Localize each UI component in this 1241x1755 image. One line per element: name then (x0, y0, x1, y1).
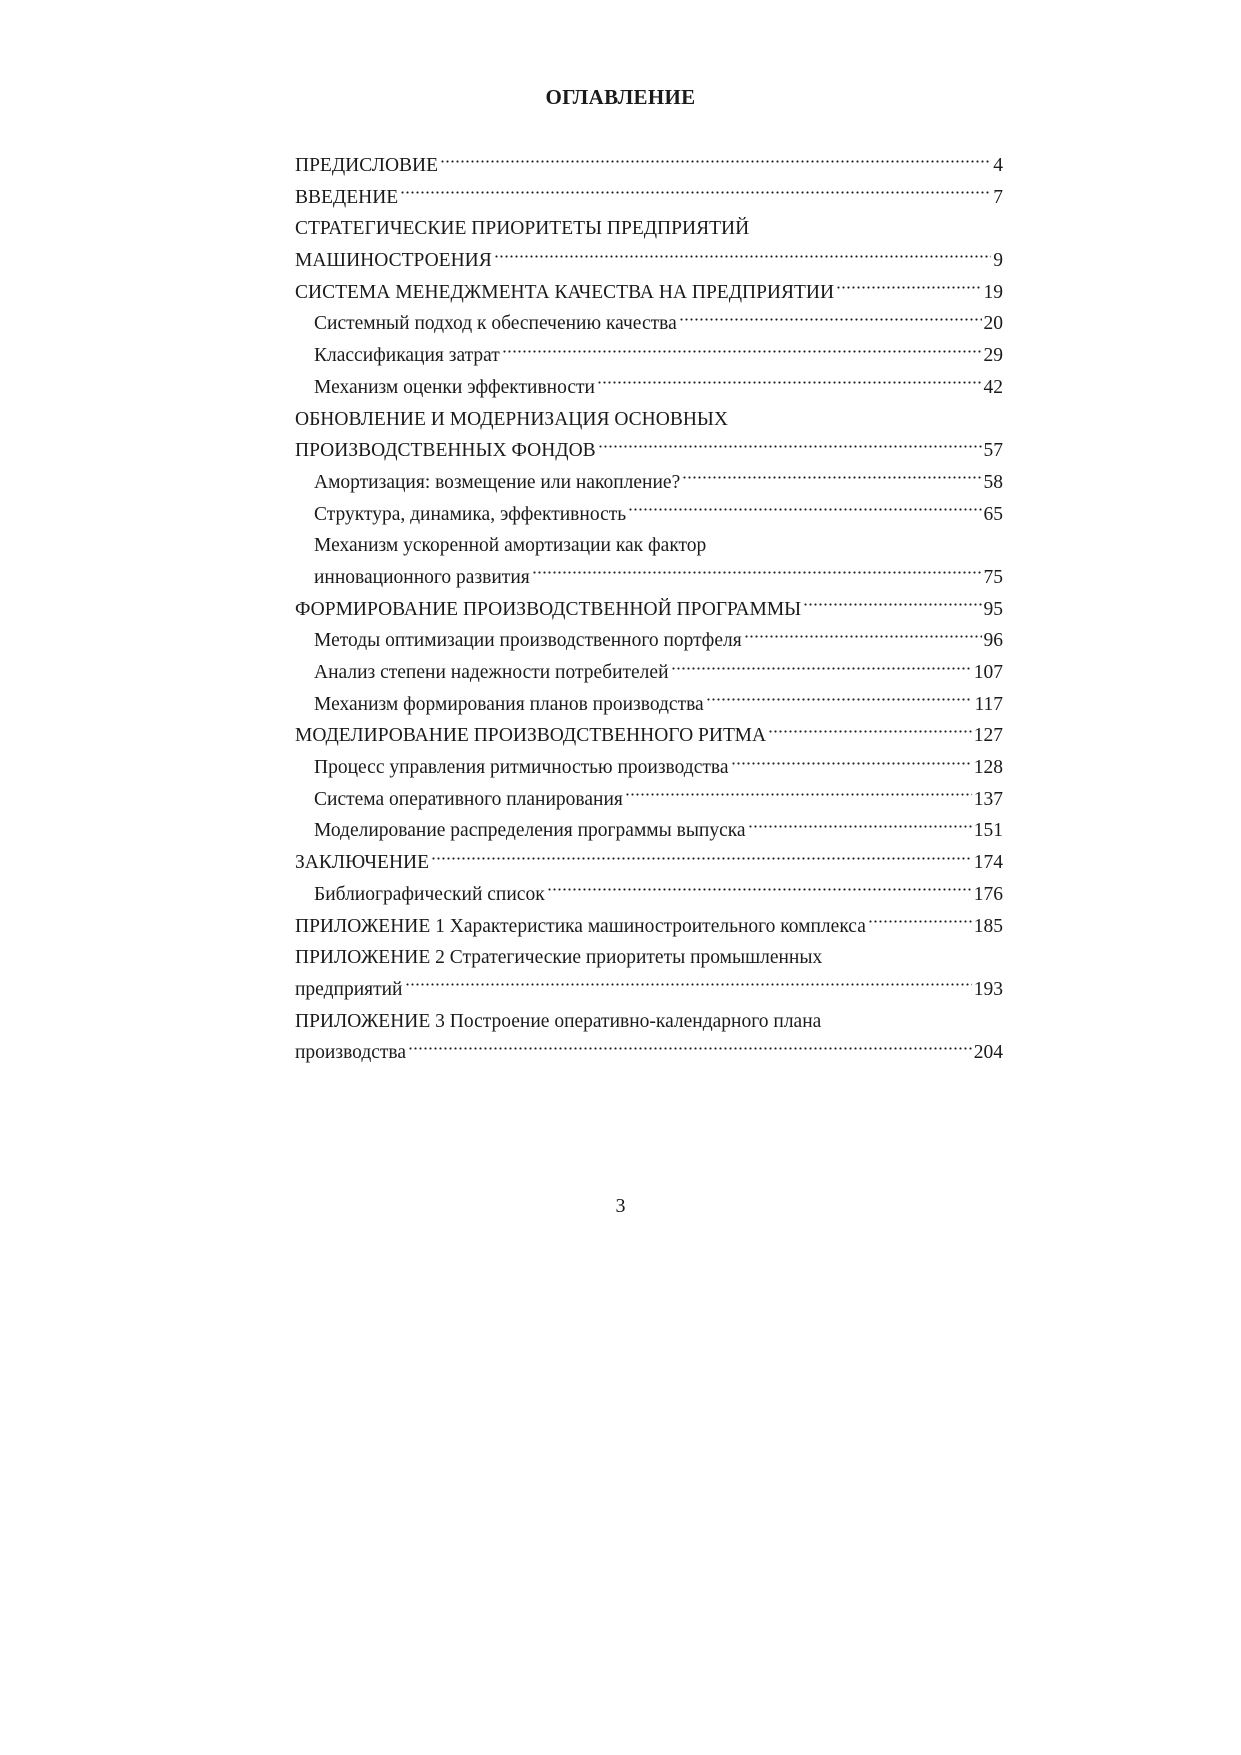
toc-entry-title: ФОРМИРОВАНИЕ ПРОИЗВОДСТВЕННОЙ ПРОГРАММЫ (295, 598, 802, 620)
toc-entry-page: 95 (983, 598, 1003, 620)
toc-entry-title: Структура, динамика, эффективность (314, 503, 627, 525)
toc-entry (295, 942, 1003, 974)
toc-entry-title: ПРИЛОЖЕНИЕ 1 Характеристика машиностроительного комплекса (295, 915, 866, 937)
dot-leader (532, 568, 982, 578)
toc-entry-page: 9 (993, 250, 1003, 272)
dot-leader (547, 885, 972, 895)
toc-entry-title: производства (295, 1042, 407, 1064)
toc-entry-title: Процесс управления ритмичностью производства (314, 757, 729, 779)
toc-entry-title: ЗАКЛЮЧЕНИЕ (295, 852, 430, 874)
toc-entry (295, 625, 1003, 657)
dot-leader (706, 695, 973, 705)
toc-entry-title: ОБНОВЛЕНИЕ И МОДЕРНИЗАЦИЯ ОСНОВНЫХ (295, 408, 728, 430)
toc-entry-page: 42 (983, 376, 1003, 398)
dot-leader (400, 188, 991, 198)
table-of-contents (295, 150, 1003, 1069)
toc-entry-page: 96 (983, 630, 1003, 652)
toc-entry (295, 689, 1003, 721)
toc-entry-page: 193 (973, 978, 1003, 1000)
dot-leader (597, 378, 982, 388)
toc-entry (295, 404, 1003, 436)
toc-entry (295, 372, 1003, 404)
toc-entry-page: 137 (973, 788, 1003, 810)
toc-entry (295, 847, 1003, 879)
dot-leader (408, 1043, 972, 1053)
toc-entry-title: Методы оптимизации производственного портфеля (314, 630, 742, 652)
dot-leader (682, 473, 981, 483)
toc-entry-title: МАШИНОСТРОЕНИЯ (295, 250, 492, 272)
toc-entry (295, 245, 1003, 277)
toc-entry (295, 150, 1003, 182)
toc-entry-title: ПРЕДИСЛОВИЕ (295, 155, 439, 176)
toc-entry (295, 182, 1003, 214)
toc-entry-page: 204 (973, 1042, 1003, 1064)
dot-leader (431, 853, 972, 863)
toc-entry (295, 752, 1003, 784)
toc-entry-title: СТРАТЕГИЧЕСКИЕ ПРИОРИТЕТЫ ПРЕДПРИЯТИЙ (295, 218, 750, 240)
toc-entry-title: Механизм ускоренной амортизации как фактор (314, 535, 707, 557)
toc-entry-page: 58 (983, 471, 1003, 493)
toc-entry-page: 128 (973, 757, 1003, 779)
toc-entry-title: МОДЕЛИРОВАНИЕ ПРОИЗВОДСТВЕННОГО РИТМА (295, 725, 767, 747)
toc-entry (295, 467, 1003, 499)
dot-leader (768, 726, 972, 736)
dot-leader (679, 314, 982, 324)
page-number: 3 (615, 1195, 626, 1217)
toc-entry-title: Системный подход к обеспечению качества (314, 313, 677, 335)
toc-entry-title: СИСТЕМА МЕНЕДЖМЕНТА КАЧЕСТВА НА ПРЕДПРИЯТИИ (295, 281, 835, 303)
toc-entry-page: 20 (983, 313, 1003, 335)
toc-entry-title: ПРИЛОЖЕНИЕ 3 Построение оперативно-календарного плана (295, 1010, 822, 1032)
toc-entry-page: 19 (983, 281, 1003, 303)
toc-entry-page: 174 (973, 852, 1003, 874)
toc-entry (295, 435, 1003, 467)
dot-leader (598, 441, 982, 451)
toc-entry (295, 720, 1003, 752)
dot-leader (868, 917, 972, 927)
toc-entry-page: 127 (973, 725, 1003, 747)
toc-entry (295, 1006, 1003, 1038)
dot-leader (494, 251, 992, 261)
dot-leader (744, 631, 982, 641)
toc-entry (295, 657, 1003, 689)
dot-leader (502, 346, 982, 356)
toc-entry-page: 7 (993, 186, 1003, 208)
dot-leader (628, 505, 981, 515)
toc-entry (295, 594, 1003, 626)
toc-entry-title: предприятий (295, 978, 403, 1000)
toc-entry (295, 308, 1003, 340)
dot-leader (803, 600, 981, 610)
toc-entry (295, 879, 1003, 911)
toc-entry (295, 911, 1003, 943)
toc-entry-title: ПРИЛОЖЕНИЕ 2 Стратегические приоритеты промышленных (295, 947, 823, 969)
toc-entry-page: 57 (983, 440, 1003, 462)
toc-entry-title: Амортизация: возмещение или накопление? (314, 471, 681, 493)
toc-entry-page: 75 (983, 566, 1003, 588)
toc-entry (295, 784, 1003, 816)
dot-leader (731, 758, 972, 768)
toc-entry-page: 107 (973, 662, 1003, 683)
toc-entry-title: Анализ степени надежности потребителей (314, 662, 669, 683)
toc-entry-title: Библиографический список (314, 883, 545, 905)
dot-leader (625, 790, 972, 800)
toc-entry (295, 499, 1003, 531)
toc-entry-page: 151 (973, 820, 1003, 842)
toc-entry-page: 65 (983, 503, 1003, 525)
toc-entry-title: Механизм формирования планов производства (314, 693, 704, 715)
toc-entry (295, 815, 1003, 847)
toc-entry-page: 29 (983, 345, 1003, 367)
dot-leader (671, 663, 972, 673)
toc-entry-page: 117 (974, 693, 1003, 715)
toc-entry (295, 213, 1003, 245)
toc-entry (295, 562, 1003, 594)
toc-entry (295, 530, 1003, 562)
toc-entry-title: Механизм оценки эффективности (314, 376, 595, 398)
toc-entry-page: 176 (973, 883, 1003, 905)
toc-entry (295, 1037, 1003, 1069)
toc-entry-page: 185 (973, 915, 1003, 937)
toc-entry-page: 4 (993, 155, 1003, 176)
dot-leader (836, 283, 981, 293)
toc-entry (295, 974, 1003, 1006)
dot-leader (440, 156, 991, 166)
toc-entry-title: Система оперативного планирования (314, 788, 623, 810)
dot-leader (405, 980, 972, 990)
toc-entry-title: ВВЕДЕНИЕ (295, 186, 399, 208)
toc-entry (295, 340, 1003, 372)
toc-entry-title: Классификация затрат (314, 345, 500, 367)
toc-entry (295, 277, 1003, 309)
toc-entry-title: ПРОИЗВОДСТВЕННЫХ ФОНДОВ (295, 440, 596, 462)
toc-entry-title: инновационного развития (314, 566, 530, 588)
dot-leader (748, 821, 972, 831)
page-title: ОГЛАВЛЕНИЕ (545, 85, 696, 109)
toc-entry-title: Моделирование распределения программы выпуска (314, 820, 746, 842)
